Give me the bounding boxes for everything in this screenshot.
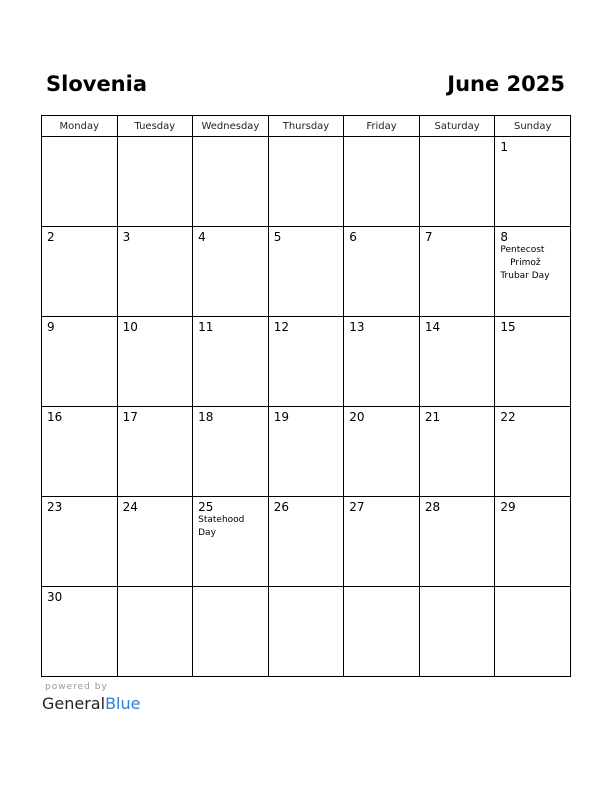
week-row — [42, 587, 571, 677]
day-number: 21 — [424, 410, 441, 424]
week-row — [42, 317, 571, 407]
day-cell — [42, 317, 118, 407]
day-cell — [42, 407, 118, 497]
holiday-label: Pentecost — [500, 245, 545, 255]
day-number: 1 — [500, 140, 509, 154]
day-number: 23 — [47, 500, 63, 514]
day-cell — [193, 407, 269, 497]
day-number: 26 — [273, 500, 289, 514]
day-cell — [344, 407, 420, 497]
weekday-header-row — [42, 116, 571, 137]
powered-by-label: powered by — [45, 682, 108, 692]
day-number: 7 — [424, 230, 433, 244]
day-number: 10 — [122, 320, 138, 334]
week-row — [42, 407, 571, 497]
day-cell — [344, 587, 420, 677]
country-title: Slovenia — [46, 72, 148, 96]
weekday-wednesday: Wednesday — [193, 116, 269, 137]
day-number: 27 — [349, 500, 365, 514]
calendar-grid — [41, 115, 571, 677]
week-row — [42, 227, 571, 317]
weekday-tuesday: Tuesday — [117, 116, 193, 137]
day-cell — [117, 227, 193, 317]
day-cell — [42, 137, 118, 227]
day-cell — [419, 227, 495, 317]
day-cell — [193, 587, 269, 677]
day-number: 12 — [273, 320, 289, 334]
day-cell — [495, 317, 571, 407]
day-number: 20 — [349, 410, 365, 424]
day-cell — [117, 407, 193, 497]
day-number: 25 — [198, 500, 214, 514]
day-number: 15 — [500, 320, 516, 334]
day-cell — [268, 317, 344, 407]
day-cell — [495, 587, 571, 677]
day-cell — [268, 587, 344, 677]
day-cell — [117, 587, 193, 677]
day-cell — [268, 227, 344, 317]
day-number: 16 — [47, 410, 63, 424]
day-cell — [495, 137, 571, 227]
day-number: 2 — [47, 230, 55, 244]
day-cell — [419, 587, 495, 677]
day-number: 19 — [273, 410, 289, 424]
day-cell — [117, 497, 193, 587]
day-cell — [117, 317, 193, 407]
day-number: 9 — [47, 320, 55, 334]
weekday-monday: Monday — [42, 116, 118, 137]
day-cell — [495, 227, 571, 317]
day-cell — [419, 137, 495, 227]
day-cell — [193, 497, 269, 587]
day-number: 5 — [273, 230, 282, 244]
holiday-label: Primož — [510, 258, 541, 268]
weekday-saturday: Saturday — [419, 116, 495, 137]
day-cell — [419, 497, 495, 587]
weekday-sunday: Sunday — [495, 116, 571, 137]
holiday-label: Day — [198, 528, 216, 538]
day-cell — [344, 137, 420, 227]
day-number: 24 — [122, 500, 138, 514]
day-cell — [42, 227, 118, 317]
day-cell — [268, 497, 344, 587]
day-cell — [193, 317, 269, 407]
day-number: 29 — [500, 500, 516, 514]
brand-part-blue: Blue — [105, 694, 141, 713]
day-cell — [495, 497, 571, 587]
day-number: 11 — [198, 320, 214, 334]
day-cell — [344, 497, 420, 587]
day-cell — [268, 407, 344, 497]
day-number: 8 — [500, 230, 509, 244]
day-cell — [193, 227, 269, 317]
weekday-friday: Friday — [344, 116, 420, 137]
day-cell — [419, 407, 495, 497]
day-cell — [495, 407, 571, 497]
day-cell — [344, 227, 420, 317]
weekday-thursday: Thursday — [268, 116, 344, 137]
day-cell — [193, 137, 269, 227]
day-number: 3 — [122, 230, 131, 244]
week-row — [42, 137, 571, 227]
brand-logo — [42, 694, 140, 713]
day-cell — [419, 317, 495, 407]
day-number: 6 — [349, 230, 357, 244]
day-cell — [268, 137, 344, 227]
day-cell — [42, 587, 118, 677]
day-number: 4 — [198, 230, 206, 244]
day-cell — [42, 497, 118, 587]
month-year-title: June 2025 — [447, 72, 565, 96]
day-cell — [117, 137, 193, 227]
week-row — [42, 497, 571, 587]
day-number: 13 — [349, 320, 365, 334]
day-number: 30 — [47, 590, 63, 604]
holiday-label: Trubar Day — [500, 271, 550, 281]
day-cell — [344, 317, 420, 407]
day-number: 17 — [122, 410, 138, 424]
brand-part-general: General — [42, 694, 106, 713]
day-number: 28 — [424, 500, 441, 514]
day-number: 22 — [500, 410, 516, 424]
day-number: 18 — [198, 410, 214, 424]
day-number: 14 — [424, 320, 441, 334]
holiday-label: Statehood — [198, 515, 245, 525]
